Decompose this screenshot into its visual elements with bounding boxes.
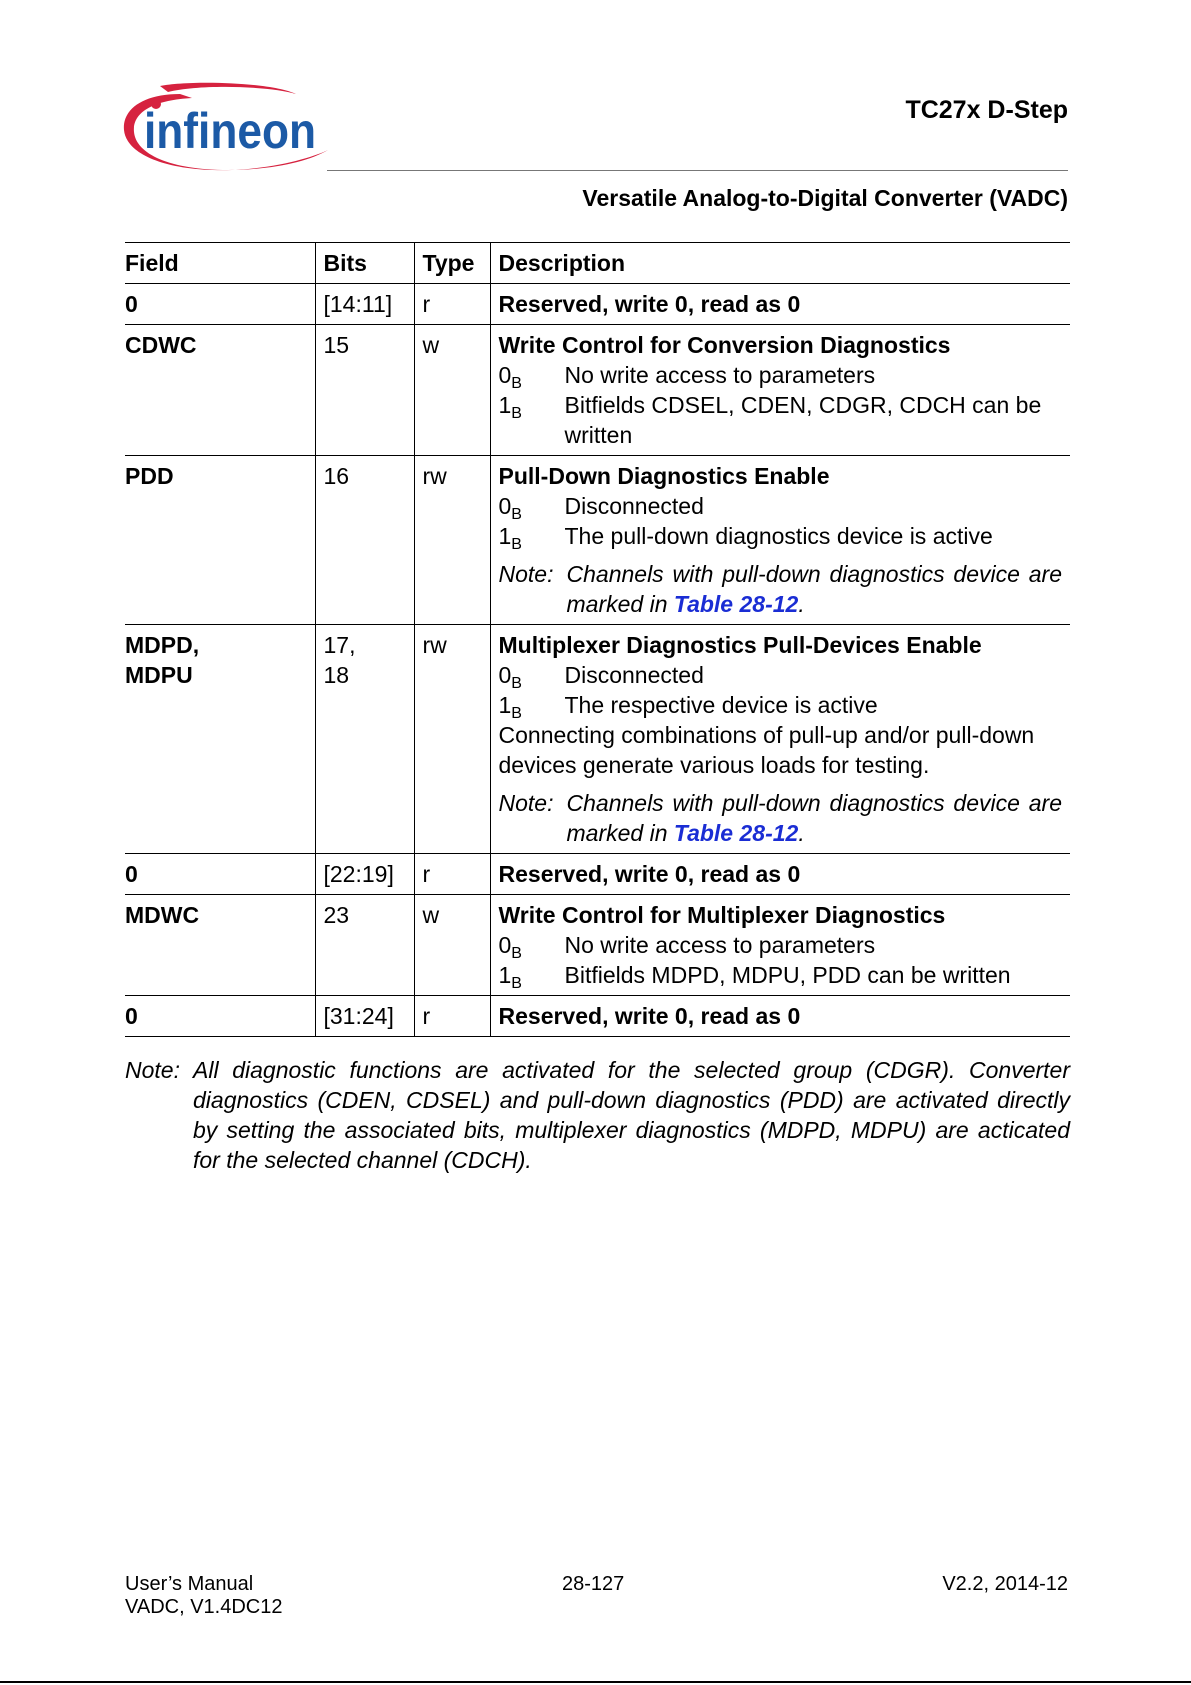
column-header-description: Description [490, 243, 1070, 284]
field-type: r [414, 854, 490, 895]
logo-wordmark: infineon [144, 103, 316, 159]
register-field-table [125, 242, 1070, 1037]
table-note: Note: Channels with pull-down diagnostics device are marked in Table 28-12. [498, 790, 1062, 846]
page-number: 28-127 [562, 1573, 625, 1595]
description-title: Reserved, write 0, read as 0 [498, 1003, 801, 1029]
description-title: Pull-Down Diagnostics Enable [498, 463, 830, 489]
table-row [125, 284, 1070, 325]
field-description [490, 325, 1070, 456]
value-option: $0_B$ Disconnected [498, 662, 704, 692]
infineon-logo [120, 80, 330, 176]
description-title: Write Control for Conversion Diagnostics [498, 332, 951, 358]
note-label: Note: [125, 1057, 180, 1083]
field-description [490, 854, 1070, 895]
table-row [125, 625, 1070, 854]
field-type: r [414, 996, 490, 1037]
column-header-type: Type [414, 243, 490, 284]
section-title: Versatile Analog-to-Digital Converter (VADC) [582, 185, 1068, 211]
column-header-bits: Bits [315, 243, 414, 284]
field-type: w [414, 895, 490, 996]
description-title: Reserved, write 0, read as 0 [498, 861, 801, 887]
field-name: PDD [125, 463, 174, 489]
field-type: r [414, 284, 490, 325]
value-option: $1_B$ The pull-down diagnostics device is active [498, 523, 993, 553]
page-note [125, 1055, 1070, 1175]
footer-manual-info: User’s Manual VADC, V1.4DC12 [125, 1573, 283, 1618]
note-text: All diagnostic functions are activated for the selected group (CDGR). Converter diagnostics (CDEN, CDSEL) and pull-down diagnostics (PDD) are activated directly by setting the associated bits, multiplexer diagnostics (MDPD, MDPU) are acticated for the selected channel (CDCH). [193, 1057, 1070, 1173]
field-description [490, 456, 1070, 625]
header-divider [327, 170, 1068, 171]
field-bits: 17, 18 [315, 625, 414, 854]
version-date: V2.2, 2014-12 [942, 1573, 1068, 1595]
value-option: $1_B$ Bitfields CDSEL, CDEN, CDGR, CDCH can be written [498, 392, 1042, 448]
field-description [490, 996, 1070, 1037]
field-name: 0 [125, 291, 138, 317]
table-cross-reference-link[interactable]: Table 28-12 [673, 820, 799, 846]
field-type: w [414, 325, 490, 456]
description-title: Write Control for Multiplexer Diagnostics [498, 902, 946, 928]
document-title: TC27x D-Step [905, 96, 1068, 124]
field-name: MDWC [125, 902, 200, 928]
field-type: rw [414, 625, 490, 854]
table-header-row [125, 243, 1070, 284]
table-row [125, 996, 1070, 1037]
value-option: $0_B$ Disconnected [498, 493, 704, 523]
field-bits: [14:11] [315, 284, 414, 325]
field-name: 0 [125, 1003, 138, 1029]
field-bits: 23 [315, 895, 414, 996]
table-row [125, 895, 1070, 996]
description-text: Connecting combinations of pull-up and/or pull-down devices generate various loads for testing. [498, 722, 1035, 778]
field-description [490, 625, 1070, 854]
description-title: Reserved, write 0, read as 0 [498, 291, 801, 317]
field-bits: [31:24] [315, 996, 414, 1037]
description-title: Multiplexer Diagnostics Pull-Devices Enable [498, 632, 982, 658]
value-option: $0_B$ No write access to parameters [498, 362, 876, 392]
field-bits: 16 [315, 456, 414, 625]
column-header-field: Field [125, 250, 179, 276]
field-description [490, 284, 1070, 325]
field-name: 0 [125, 861, 138, 887]
value-option: $1_B$ The respective device is active [498, 692, 878, 722]
value-option: $0_B$ No write access to parameters [498, 932, 876, 962]
field-name: MDPD, MDPU [125, 632, 200, 688]
table-row [125, 325, 1070, 456]
table-cross-reference-link[interactable]: Table 28-12 [673, 591, 799, 617]
field-bits: 15 [315, 325, 414, 456]
field-bits: [22:19] [315, 854, 414, 895]
field-name: CDWC [125, 332, 197, 358]
value-option: $1_B$ Bitfields MDPD, MDPU, PDD can be written [498, 962, 1011, 992]
page-bottom-border [0, 1681, 1191, 1683]
field-type: rw [414, 456, 490, 625]
table-row [125, 854, 1070, 895]
table-note: Note: Channels with pull-down diagnostics device are marked in Table 28-12. [498, 561, 1062, 617]
field-description [490, 895, 1070, 996]
table-row [125, 456, 1070, 625]
